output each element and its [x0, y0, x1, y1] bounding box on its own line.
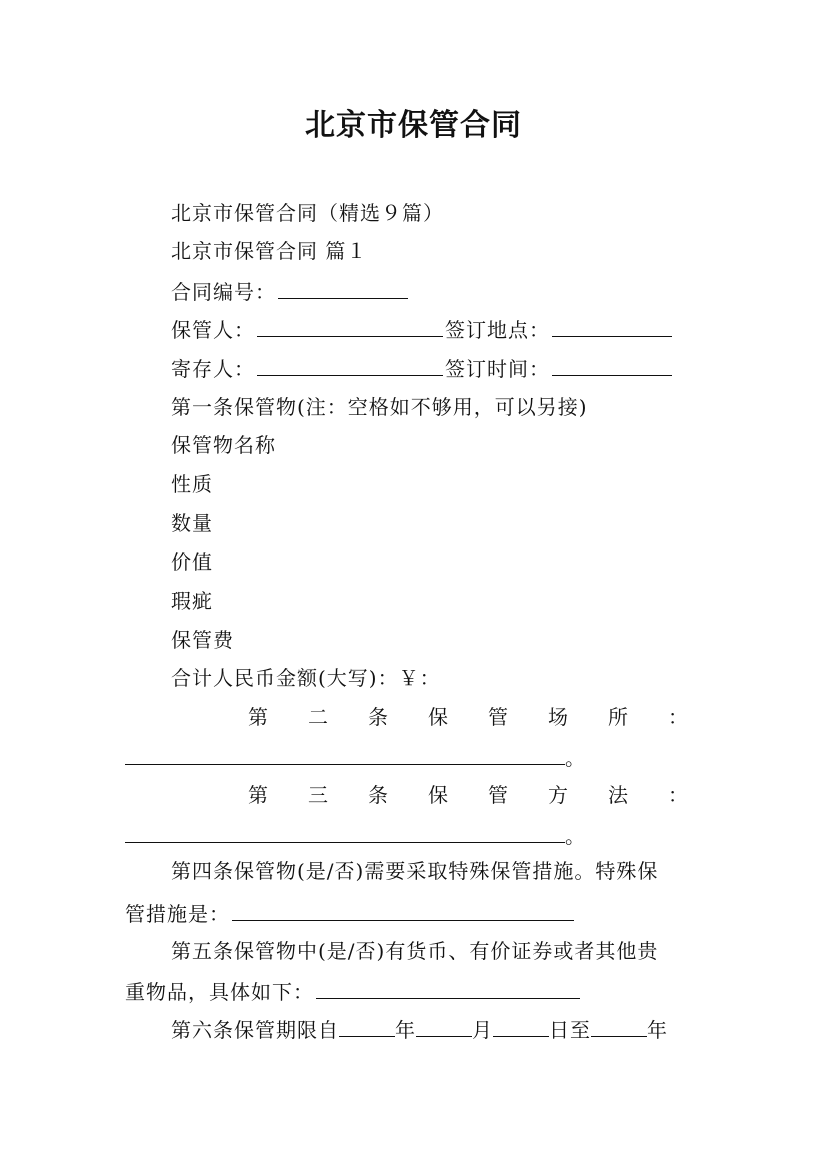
article-2-heading	[248, 704, 688, 730]
item-name-line: 保管物名称	[171, 433, 276, 457]
sign-time-label: 签订时间：	[445, 357, 550, 381]
depositor-blank	[257, 355, 443, 376]
depositor-line	[171, 355, 674, 382]
period-mark: 。	[565, 824, 585, 848]
article-3-blank-line	[125, 822, 585, 849]
article-5-line-1: 第五条保管物中(是/否)有货币、有价证券或者其他贵	[171, 939, 659, 963]
article-2-blank-line	[125, 744, 585, 771]
year-label-2: 年	[647, 1018, 668, 1042]
fee-line: 保管费	[171, 628, 234, 652]
year-label: 年	[395, 1018, 416, 1042]
article-3-char: 三	[308, 783, 328, 807]
total-amount-line: 合计人民币金额(大写)：￥：	[171, 666, 441, 690]
article-2-char: 场	[548, 705, 568, 729]
article-3-char: 法	[608, 783, 628, 807]
quantity-line: 数量	[171, 511, 213, 535]
custodian-label: 保管人：	[171, 318, 255, 342]
contract-number-blank	[278, 278, 408, 299]
article-3-char: 条	[368, 783, 388, 807]
custodian-line	[171, 316, 674, 343]
article-2-char: 第	[248, 705, 268, 729]
article-4-line-1: 第四条保管物(是/否)需要采取特殊保管措施。特殊保	[171, 859, 659, 883]
start-day-blank	[493, 1016, 549, 1037]
article-4-blank	[232, 900, 574, 921]
article-3-char: 方	[548, 783, 568, 807]
nature-line: 性质	[171, 472, 213, 496]
contract-number-line	[171, 278, 410, 305]
article-2-char: 条	[368, 705, 388, 729]
start-year-blank	[339, 1016, 395, 1037]
article-4-label: 管措施是：	[125, 902, 230, 926]
article-3-char: ：	[668, 783, 688, 807]
article-2-char: 二	[308, 705, 328, 729]
day-to-label: 日至	[549, 1018, 591, 1042]
article-3-heading	[248, 782, 688, 808]
contract-number-label: 合同编号：	[171, 280, 276, 304]
article-2-char: ：	[668, 705, 688, 729]
subtitle-line: 北京市保管合同 篇１	[171, 239, 368, 263]
article-1-line: 第一条保管物(注：空格如不够用，可以另接)	[171, 395, 588, 419]
defect-line: 瑕疵	[171, 589, 213, 613]
article-6-prefix: 第六条保管期限自	[171, 1018, 339, 1042]
article-2-char: 保	[428, 705, 448, 729]
article-3-char: 保	[428, 783, 448, 807]
sign-time-blank	[552, 355, 672, 376]
article-5-line-2	[125, 978, 582, 1005]
intro-line: 北京市保管合同（精选９篇）	[171, 201, 444, 225]
sign-place-label: 签订地点：	[445, 318, 550, 342]
article-4-line-2	[125, 900, 576, 927]
period-mark: 。	[565, 746, 585, 770]
sign-place-blank	[552, 316, 672, 337]
article-3-char: 管	[488, 783, 508, 807]
document-title: 北京市保管合同	[305, 108, 522, 143]
depositor-label: 寄存人：	[171, 357, 255, 381]
value-line: 价值	[171, 550, 213, 574]
article-2-char: 所	[608, 705, 628, 729]
end-year-blank	[591, 1016, 647, 1037]
custodian-blank	[257, 316, 443, 337]
article-5-blank	[316, 978, 580, 999]
article-5-label: 重物品，具体如下：	[125, 980, 314, 1004]
start-month-blank	[416, 1016, 472, 1037]
article-3-char: 第	[248, 783, 268, 807]
article-2-blank	[125, 744, 565, 765]
article-6-line	[171, 1016, 668, 1043]
month-label: 月	[472, 1018, 493, 1042]
article-3-blank	[125, 822, 565, 843]
article-2-char: 管	[488, 705, 508, 729]
